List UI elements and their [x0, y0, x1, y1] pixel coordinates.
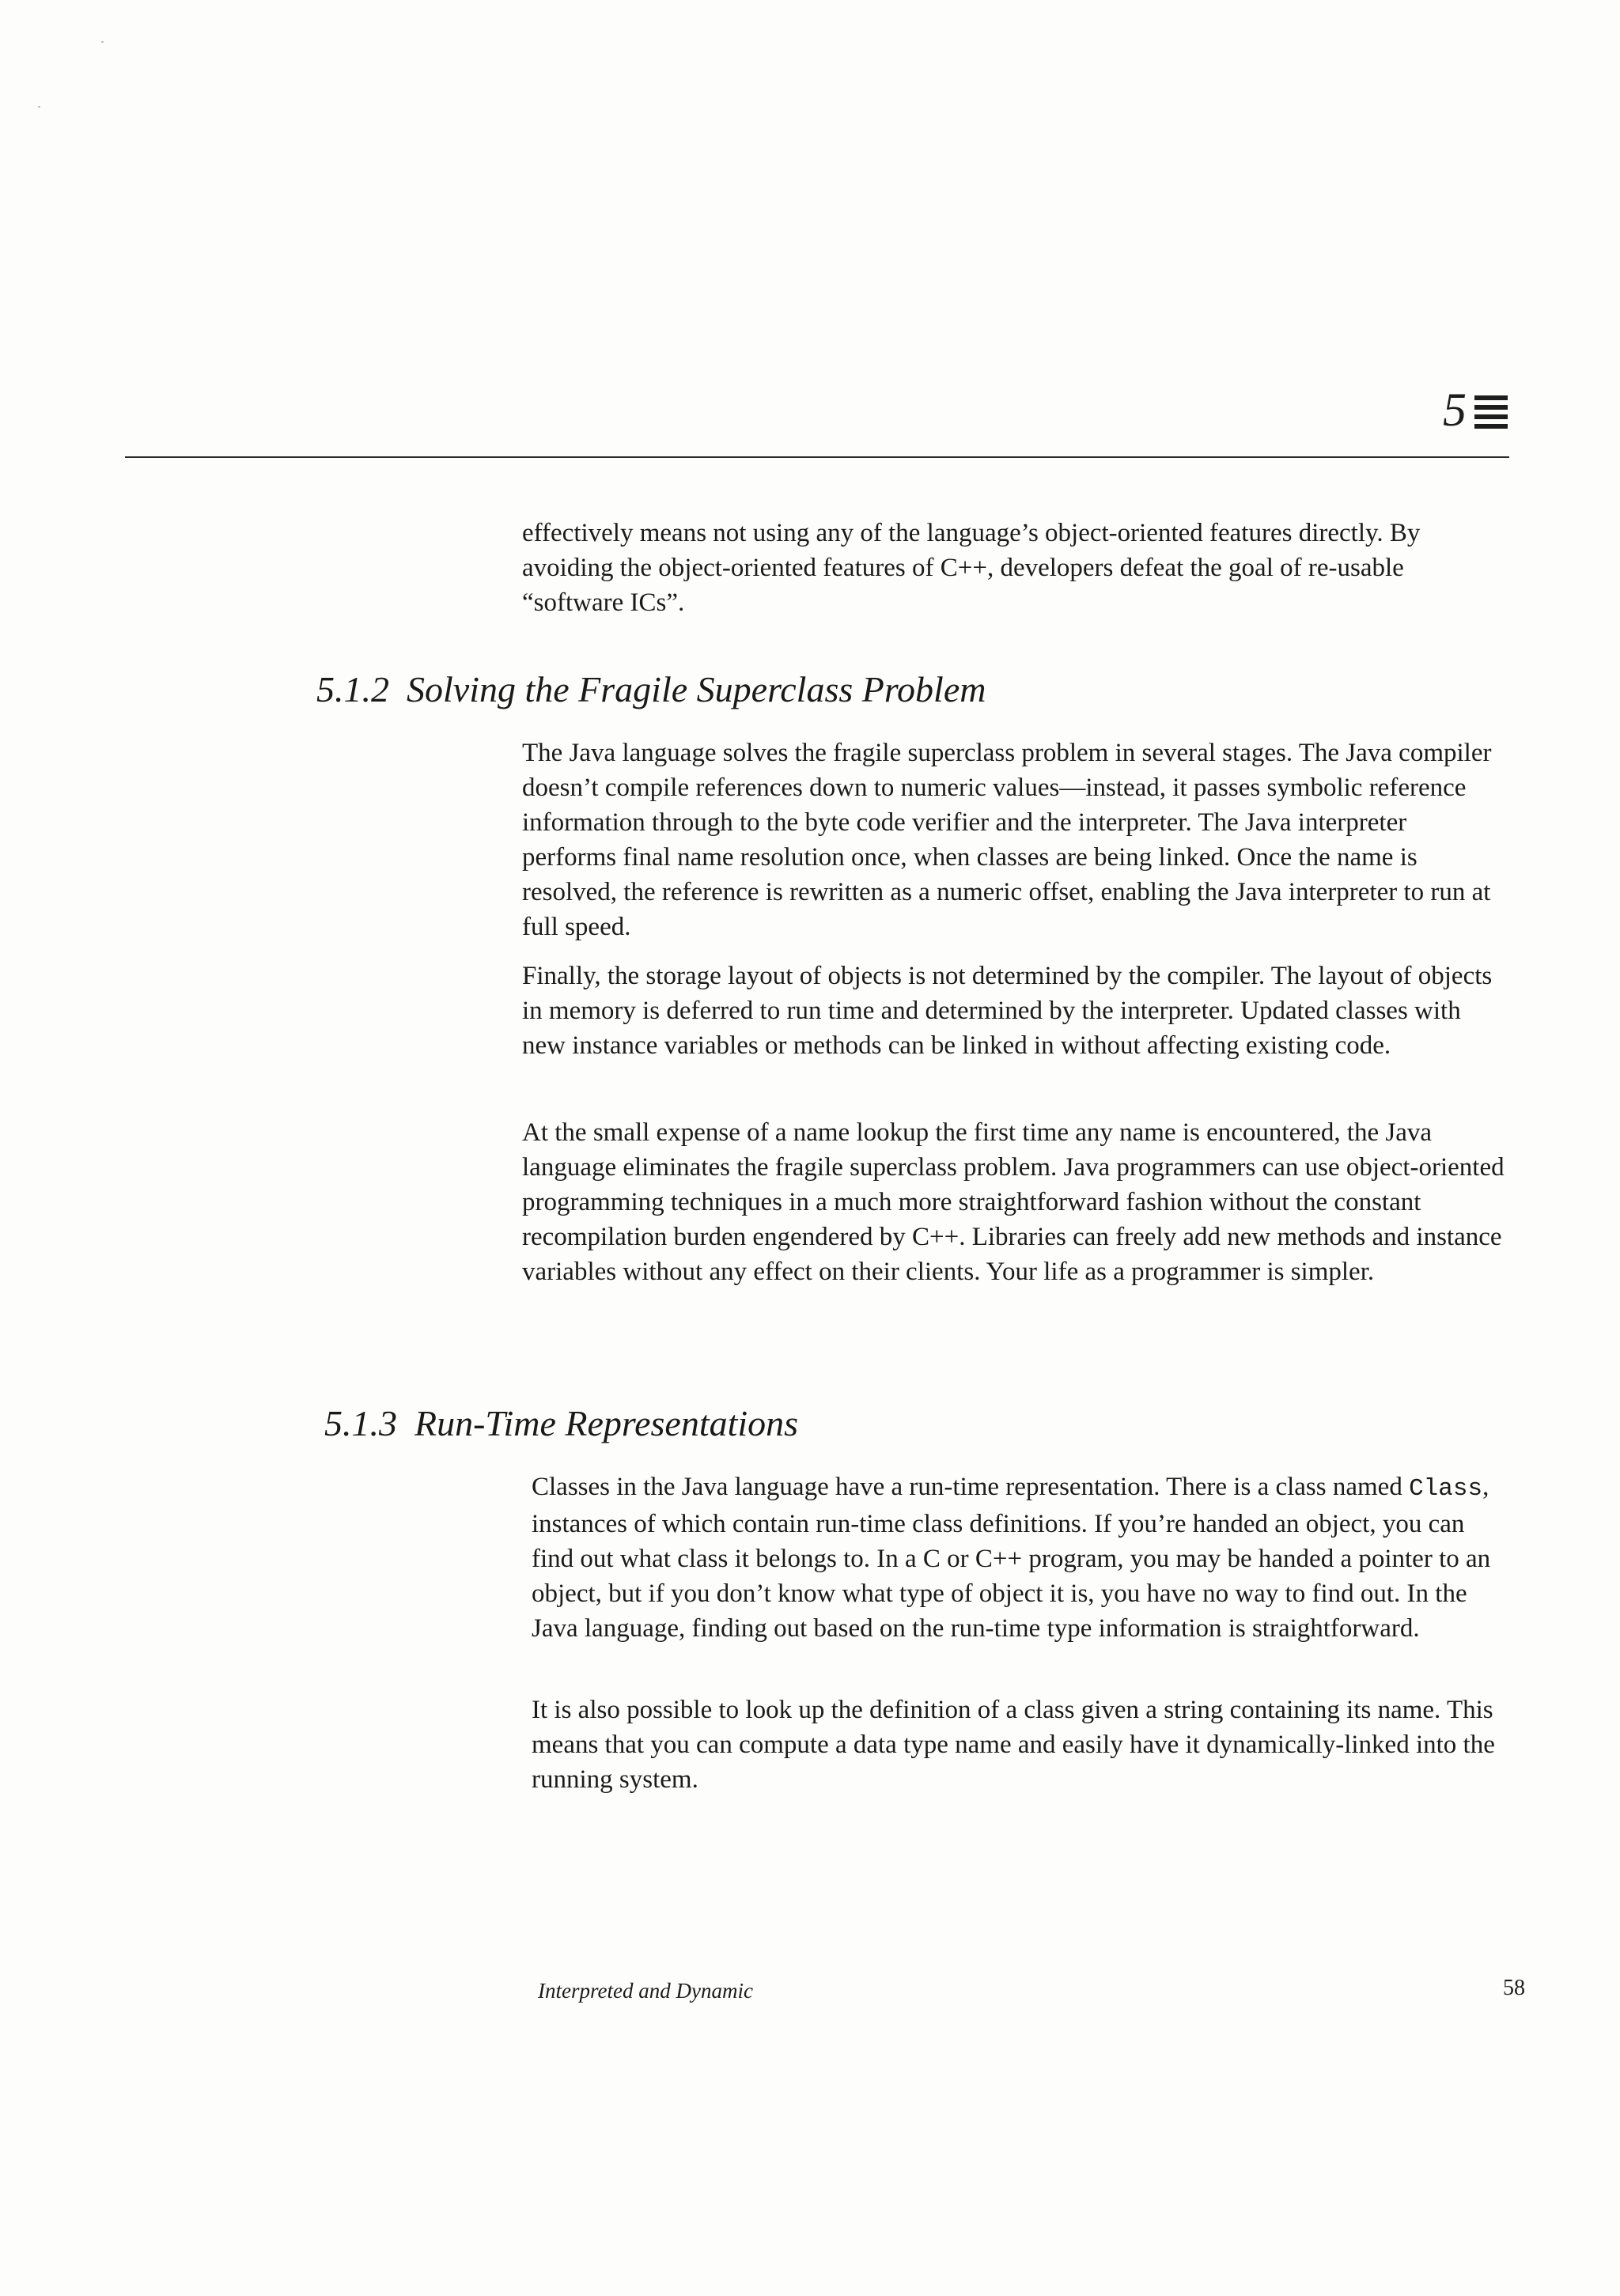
scan-speck [38, 106, 40, 108]
runtime-text-before: Classes in the Java language have a run-time representation. There is a class named [532, 1473, 1410, 1501]
section-number: 5.1.2 [316, 669, 389, 709]
scan-speck [101, 41, 104, 43]
paragraph-fragile-1: The Java language solves the fragile superclass problem in several stages. The Java compiler doesn’t compile references down to numeric values—instead, it passes symbolic reference information through to the byte code verifier and the interpreter. The Java interpreter performs final name resolution once, when classes are being linked. Once the name is resolved, the reference is rewritten as a numeric offset, enabling the Java interpreter to run at full speed. [522, 739, 1492, 941]
chapter-mark [1443, 384, 1508, 436]
footer-title: Interpreted and Dynamic [538, 1979, 753, 2003]
section-number: 5.1.3 [324, 1403, 397, 1443]
code-class: Class [1409, 1475, 1483, 1503]
header-rule [125, 456, 1509, 458]
paragraph-runtime-1 [532, 1470, 1508, 1646]
section-title: Run-Time Representations [414, 1403, 799, 1443]
page-number: 58 [1503, 1976, 1525, 2000]
paragraph-fragile-2: Finally, the storage layout of objects is not determined by the compiler. The layout of objects in memory is deferred to run time and determined by the interpreter. Updated classes with new instance variables or methods can be linked in without affecting existing code. [522, 962, 1493, 1060]
section-heading-5-1-3 [324, 1401, 798, 1446]
chapter-number: 5 [1443, 384, 1467, 436]
paragraph-fragile-3: At the small expense of a name lookup the first time any name is encountered, the Java language eliminates the fragile superclass problem. Java programmers can use object-oriented programming techniques in a much more straightforward fashion without the constant recompilation burden engendered by C++. Libraries can freely add new methods and instance variables without any effect on their clients. Your life as a programmer is simpler. [522, 1118, 1505, 1286]
paragraph-runtime-2: It is also possible to look up the definition of a class given a string containing its name. This means that you can compute a data type name and easily have it dynamically-linked into the running system. [532, 1696, 1495, 1794]
runtime-text-after: , instances of which contain run-time class definitions. If you’re handed an object, you can find out what class it belongs to. In a C or C++ program, you may be handed a pointer to an object, but if you don’t know what type of object it is, you have no way to find out. In the Java language, finding out based on the run-time type information is straightforward. [532, 1473, 1491, 1643]
section-title: Solving the Fragile Superclass Problem [407, 669, 986, 709]
paragraph-intro: effectively means not using any of the language’s object-oriented features directly. By avoiding the object-oriented features of C++, developers defeat the goal of re-usable “software ICs”. [522, 519, 1421, 617]
section-heading-5-1-2 [316, 668, 986, 712]
chapter-bars-icon [1474, 395, 1508, 429]
